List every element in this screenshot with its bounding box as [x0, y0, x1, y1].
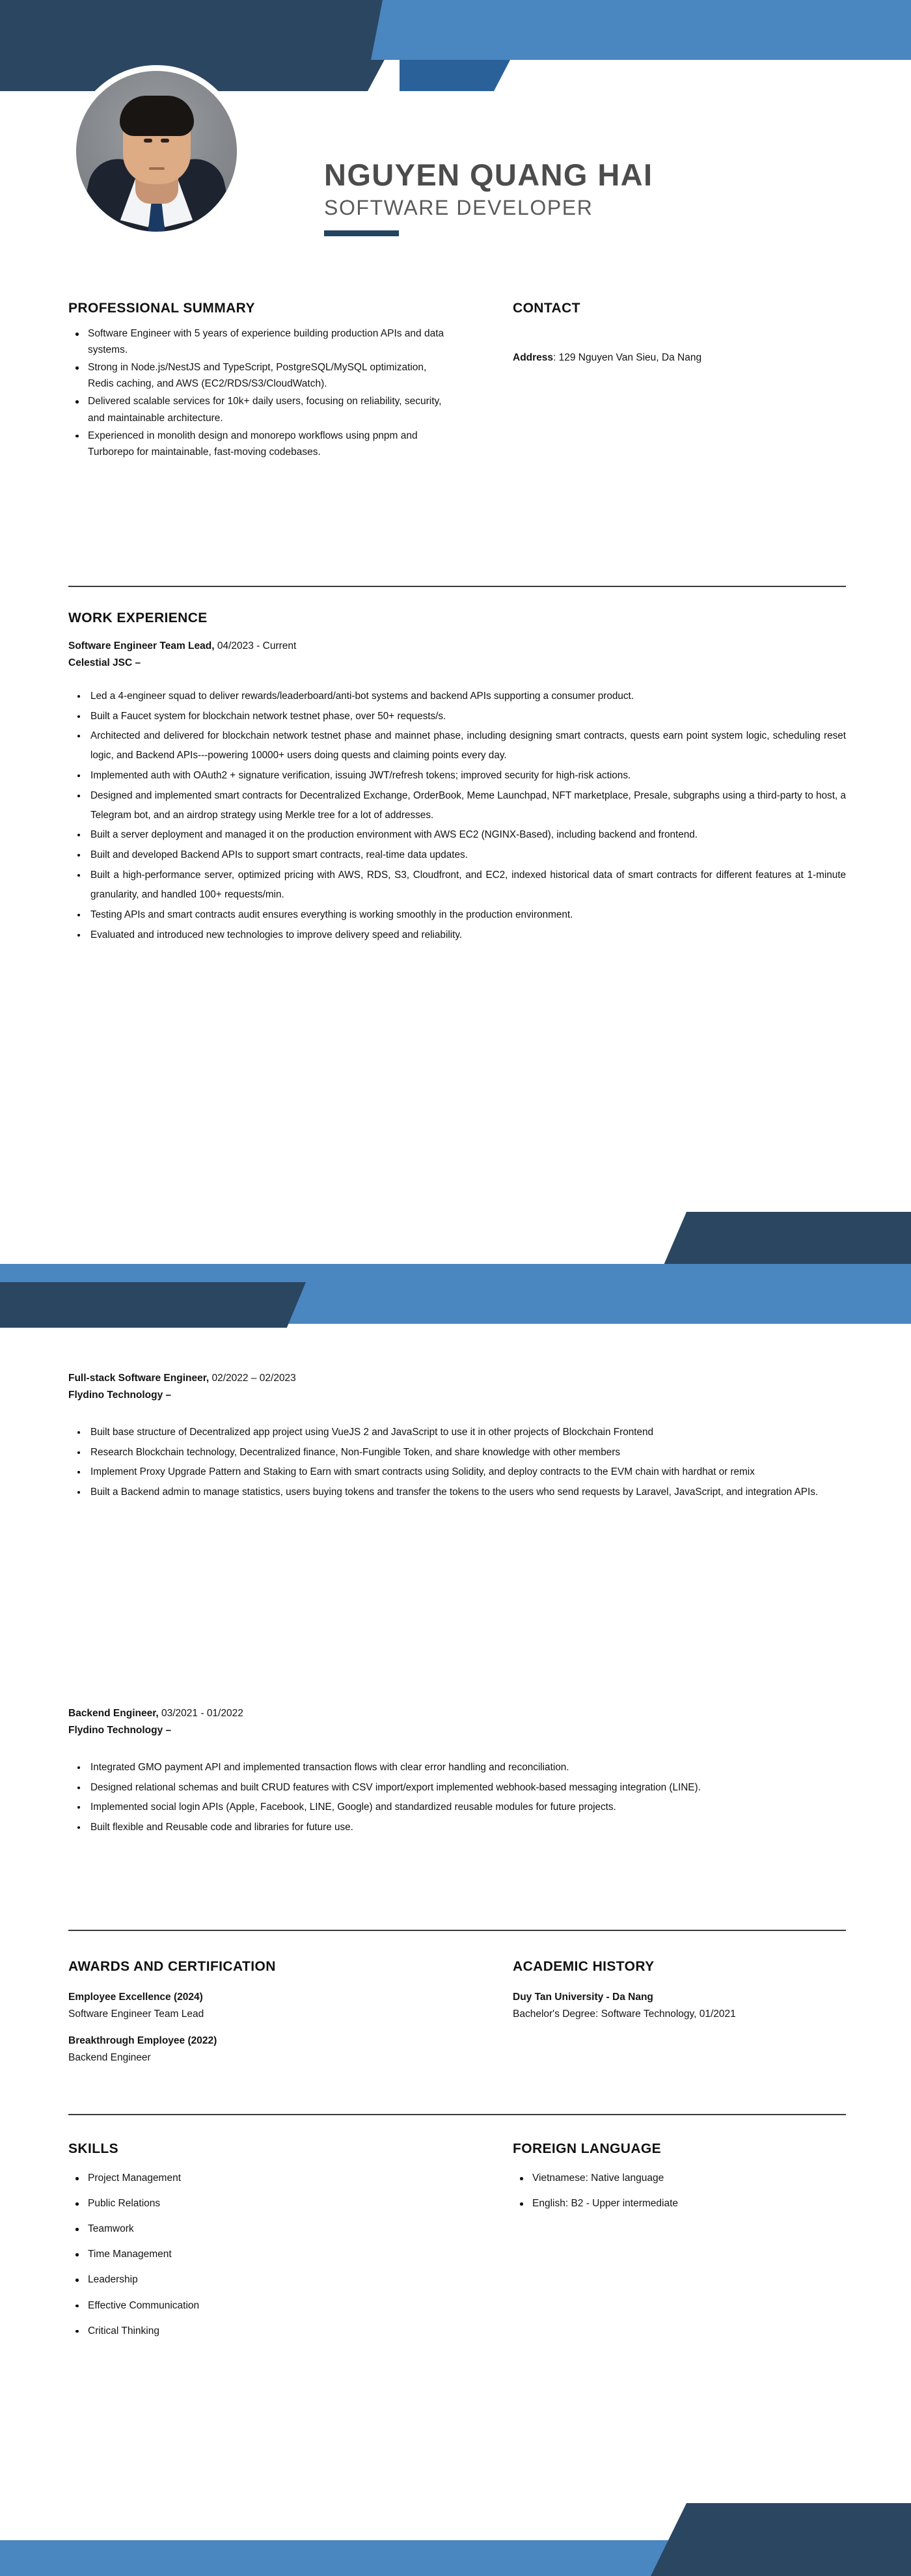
list-item: Built a Backend admin to manage statistics, users buying tokens and transfer the tokens to the users who send requests by Laravel, JavaScript, and integration APIs. [68, 1483, 846, 1502]
contact-address-value: : 129 Nguyen Van Sieu, Da Nang [553, 352, 702, 363]
divider [68, 586, 846, 587]
job-bullet-list [68, 1423, 846, 1502]
list-item: Strong in Node.js/NestJS and TypeScript, PostgreSQL/MySQL optimization, Redis caching, and AWS (EC2/RDS/S3/CloudWatch). [68, 359, 446, 392]
list-item: Time Management [68, 2246, 446, 2262]
candidate-name: NGUYEN QUANG HAI [324, 158, 653, 192]
work-experience-section [68, 610, 846, 945]
list-item: Built a server deployment and managed it on the production environment with AWS EC2 (NGINX-Based), including backend and frontend. [68, 825, 846, 845]
list-item: Built a Faucet system for blockchain network testnet phase, over 50+ requests/s. [68, 707, 846, 726]
name-block [324, 158, 653, 236]
profile-photo-inner [76, 71, 237, 232]
list-item: Software Engineer with 5 years of experience building production APIs and data systems. [68, 325, 446, 358]
foreign-language-list [513, 2170, 848, 2212]
academic-degree: Bachelor's Degree: Software Technology, 01/2021 [513, 2008, 736, 2020]
job-role-row [68, 1705, 846, 1722]
award-title: Breakthrough Employee (2022) [68, 2035, 217, 2046]
list-item: Evaluated and introduced new technologies to improve delivery speed and reliability. [68, 925, 846, 945]
awards-section [68, 1959, 446, 2066]
photo-hair [120, 96, 194, 136]
work-experience-heading: WORK EXPERIENCE [68, 610, 208, 625]
job-entry-2 [68, 1370, 846, 1503]
foreign-language-section [513, 2141, 848, 2221]
page-break-navy-left [0, 1282, 306, 1328]
job-role-title: Backend Engineer, [68, 1708, 159, 1719]
job-entry-1 [68, 638, 846, 944]
list-item: Public Relations [68, 2195, 446, 2212]
list-item: Delivered scalable services for 10k+ daily users, focusing on reliability, security, and maintainable architecture. [68, 393, 446, 426]
list-item: Integrated GMO payment API and implemented transaction flows with clear error handling and reconciliation. [68, 1758, 846, 1777]
job-company: Celestial JSC – [68, 657, 141, 669]
list-item: Designed and implemented smart contracts for Decentralized Exchange, OrderBook, Meme Launchpad, NFT marketplace, Presale, subgraphs using a third-party to host, a Telegram bot, and an airdrop strategy using Merkle tree for a lot of addresses. [68, 786, 846, 825]
award-subtitle: Software Engineer Team Lead [68, 2008, 204, 2020]
job-dates: 02/2022 – 02/2023 [209, 1373, 296, 1384]
list-item: Effective Communication [68, 2297, 446, 2314]
award-subtitle: Backend Engineer [68, 2052, 151, 2064]
list-item: Testing APIs and smart contracts audit ensures everything is working smoothly in the production environment. [68, 905, 846, 925]
professional-summary-section [68, 301, 446, 461]
list-item: Leadership [68, 2271, 446, 2288]
job-entry-3 [68, 1705, 846, 1838]
list-item: Built a high-performance server, optimized pricing with AWS, RDS, S3, Cloudfront, and EC2, indexed historical data of smart contracts for different features at 1-minute granularity, and handled 100+ requests/min. [68, 866, 846, 905]
list-item: Implemented social login APIs (Apple, Facebook, LINE, Google) and standardized reusable modules for future projects. [68, 1798, 846, 1817]
divider [68, 2114, 846, 2115]
award-title: Employee Excellence (2024) [68, 1992, 203, 2003]
job-role-row [68, 1370, 846, 1387]
photo-eyebrow-left [143, 132, 154, 135]
skills-heading: SKILLS [68, 2141, 119, 2156]
divider [68, 1930, 846, 1931]
profile-photo [70, 65, 243, 238]
job-role-title: Software Engineer Team Lead, [68, 640, 215, 651]
list-item: Built flexible and Reusable code and libraries for future use. [68, 1818, 846, 1837]
job-company: Flydino Technology – [68, 1725, 172, 1736]
list-item: Implement Proxy Upgrade Pattern and Staking to Earn with smart contracts using Solidity, and deploy contracts to the EVM chain with hardhat or remix [68, 1462, 846, 1482]
list-item: English: B2 - Upper intermediate [513, 2195, 848, 2212]
job-dates: 04/2023 - Current [214, 640, 297, 651]
contact-address-label: Address [513, 352, 554, 363]
academic-history-heading: ACADEMIC HISTORY [513, 1959, 655, 1974]
photo-eye-left [144, 139, 152, 143]
academic-history-section [513, 1959, 848, 2023]
job-bullet-list [68, 1758, 846, 1837]
foreign-language-heading: FOREIGN LANGUAGE [513, 2141, 662, 2156]
skills-list [68, 2170, 446, 2339]
footer-navy-shape [651, 2503, 911, 2576]
header-blue-shape [371, 0, 911, 60]
awards-heading: AWARDS AND CERTIFICATION [68, 1959, 276, 1974]
contact-section [513, 301, 848, 366]
photo-eyebrow-right [159, 132, 170, 135]
footer-decoration [0, 2485, 911, 2576]
list-item: Teamwork [68, 2221, 446, 2237]
photo-mouth [149, 167, 165, 170]
job-role-row [68, 638, 846, 655]
skills-section [68, 2141, 446, 2348]
job-role-title: Full-stack Software Engineer, [68, 1373, 210, 1384]
header-blue-dark-shape [400, 60, 510, 91]
list-item: Vietnamese: Native language [513, 2170, 848, 2186]
list-item: Critical Thinking [68, 2323, 446, 2339]
list-item: Built base structure of Decentralized app project using VueJS 2 and JavaScript to use it in other projects of Blockchain Frontend [68, 1423, 846, 1442]
list-item: Designed relational schemas and built CRUD features with CSV import/export implemented webhook-based messaging integration (LINE). [68, 1778, 846, 1798]
list-item: Led a 4-engineer squad to deliver rewards/leaderboard/anti-bot systems and backend APIs supporting a consumer product. [68, 687, 846, 706]
list-item: Architected and delivered for blockchain network testnet phase and mainnet phase, including designing smart contracts, quests earn point system logic, scheduling reset logic, and Backend APIs---powering 10000+ users doing quests and claiming points every day. [68, 726, 846, 765]
page-break-decoration [0, 1198, 911, 1328]
contact-heading: CONTACT [513, 301, 580, 316]
list-item: Research Blockchain technology, Decentralized finance, Non-Fungible Token, and share knowledge with other members [68, 1443, 846, 1462]
award-entry [68, 2033, 446, 2067]
job-dates: 03/2021 - 01/2022 [158, 1708, 243, 1719]
list-item: Built and developed Backend APIs to support smart contracts, real-time data updates. [68, 845, 846, 865]
candidate-job-title: SOFTWARE DEVELOPER [324, 195, 593, 219]
list-item: Project Management [68, 2170, 446, 2186]
title-accent-rule [324, 230, 399, 236]
photo-eye-right [161, 139, 169, 143]
academic-entry [513, 1989, 848, 2023]
list-item: Implemented auth with OAuth2 + signature verification, issuing JWT/refresh tokens; improved security for high-risk actions. [68, 766, 846, 786]
award-entry [68, 1989, 446, 2023]
list-item: Experienced in monolith design and monorepo workflows using pnpm and Turborepo for maintainable, fast-moving codebases. [68, 428, 446, 460]
academic-school: Duy Tan University - Da Nang [513, 1992, 653, 2003]
professional-summary-list [68, 325, 446, 460]
job-company: Flydino Technology – [68, 1390, 172, 1401]
professional-summary-heading: PROFESSIONAL SUMMARY [68, 301, 255, 316]
contact-address-row [513, 350, 848, 366]
job-bullet-list [68, 687, 846, 945]
